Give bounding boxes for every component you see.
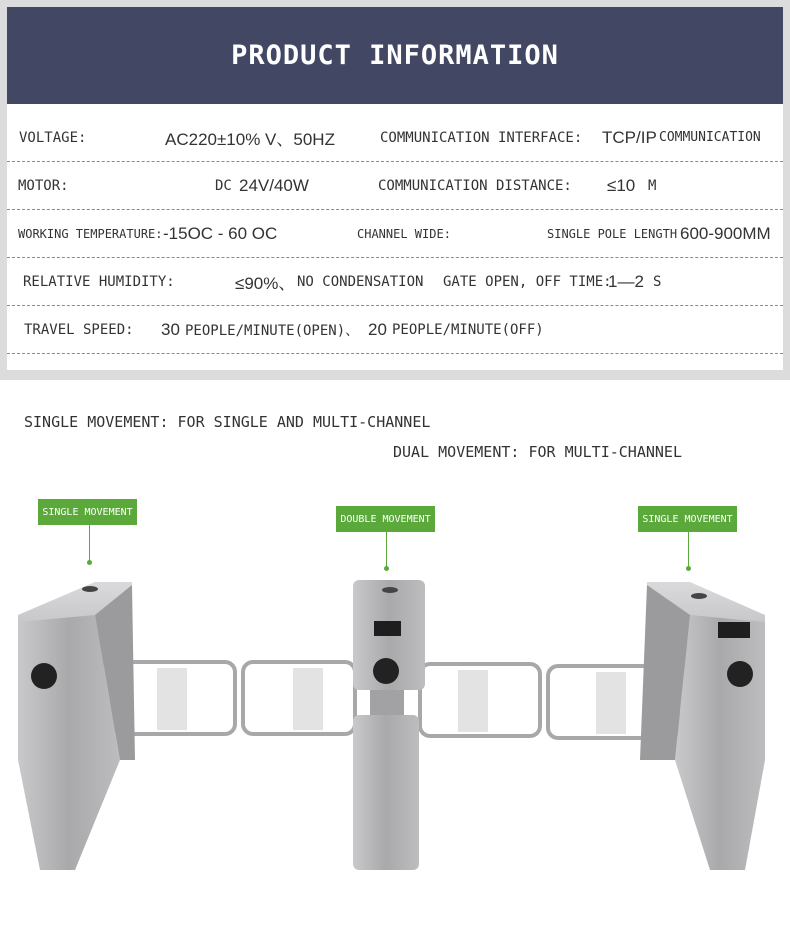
left-gate-leader-dot [87, 560, 92, 565]
comm-interface-value: TCP/IP [602, 127, 657, 147]
middle-gate-leader [386, 532, 387, 568]
motor-label: MOTOR: [18, 177, 69, 194]
middle-left-swing-arm [243, 662, 355, 734]
travel-speed-value-off: 20 [368, 319, 387, 339]
middle-gate-label: DOUBLE MOVEMENT [336, 506, 435, 532]
voltage-value: AC220±10% V、50HZ [165, 130, 335, 149]
motor-prefix: DC [215, 177, 232, 194]
single-movement-desc: SINGLE MOVEMENT: FOR SINGLE AND MULTI-CHANNEL [24, 413, 431, 431]
travel-speed-text-open: PEOPLE/MINUTE(OPEN)、 [185, 322, 360, 339]
travel-speed-label: TRAVEL SPEED: [24, 321, 134, 338]
right-gate-label: SINGLE MOVEMENT [638, 506, 737, 532]
middle-gate-cabinet [353, 580, 425, 870]
middle-gate-leader-dot [384, 566, 389, 571]
working-temp-value: -15OC - 60 OC [163, 223, 278, 243]
left-gate-leader [89, 525, 90, 562]
channel-wide-label: CHANNEL WIDE: [357, 226, 451, 241]
right-gate-leader-dot [686, 566, 691, 571]
right-gate-cabinet [640, 582, 765, 870]
page-title: PRODUCT INFORMATION [231, 40, 559, 71]
middle-right-swing-arm [420, 664, 540, 736]
motor-value: 24V/40W [239, 175, 309, 195]
comm-distance-label: COMMUNICATION DISTANCE: [378, 177, 572, 194]
comm-distance-unit: M [648, 177, 657, 194]
left-gate-label: SINGLE MOVEMENT [38, 499, 137, 525]
comm-interface-label: COMMUNICATION INTERFACE: [380, 129, 583, 146]
working-temp-label: WORKING TEMPERATURE: [18, 226, 163, 241]
left-gate-cabinet [18, 582, 135, 870]
dual-movement-desc: DUAL MOVEMENT: FOR MULTI-CHANNEL [393, 443, 682, 461]
right-gate-leader [688, 532, 689, 568]
travel-speed-text-off: PEOPLE/MINUTE(OFF) [392, 321, 544, 338]
voltage-label: VOLTAGE: [19, 129, 87, 146]
pole-length-value: 600-900MM [680, 223, 771, 243]
gate-time-label: GATE OPEN, OFF TIME: [443, 273, 612, 290]
travel-speed-value-open: 30 [161, 319, 180, 339]
humidity-suffix: NO CONDENSATION [297, 273, 424, 290]
gate-time-value: 1—2 [608, 271, 644, 291]
comm-distance-value: ≤10 [607, 175, 636, 195]
comm-interface-suffix: COMMUNICATION [659, 130, 761, 145]
humidity-value: ≤90%、 [235, 274, 296, 293]
humidity-label: RELATIVE HUMIDITY: [23, 273, 175, 290]
pole-length-label: SINGLE POLE LENGTH [547, 226, 678, 241]
gate-time-unit: S [653, 273, 662, 290]
